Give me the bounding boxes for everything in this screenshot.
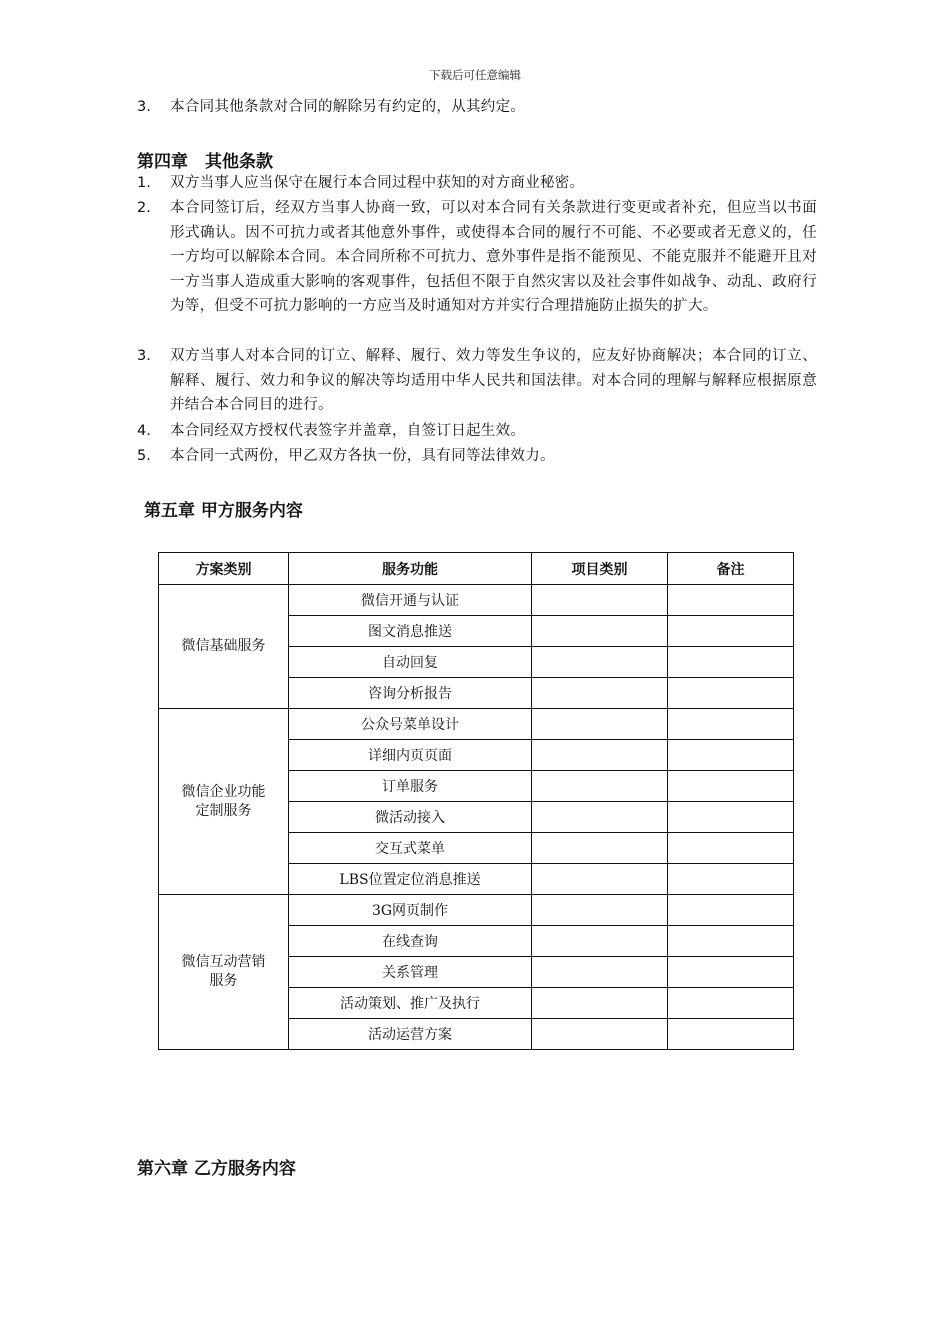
table-header-row bbox=[159, 553, 794, 585]
function-cell: 公众号菜单设计 bbox=[289, 709, 532, 740]
function-cell: 活动运营方案 bbox=[289, 1019, 532, 1050]
empty-cell bbox=[532, 833, 668, 864]
header-note: 下载后可任意编辑 bbox=[429, 68, 521, 82]
empty-cell bbox=[532, 802, 668, 833]
empty-cell bbox=[668, 988, 794, 1019]
function-cell: 订单服务 bbox=[289, 771, 532, 802]
item-number: 2. bbox=[137, 200, 151, 216]
chapter-4-title: 第四章 其他条款 bbox=[137, 152, 273, 172]
list-item bbox=[137, 444, 817, 469]
list-item bbox=[137, 196, 817, 319]
empty-cell bbox=[668, 585, 794, 616]
list-item bbox=[137, 344, 817, 418]
empty-cell bbox=[668, 709, 794, 740]
empty-cell bbox=[532, 864, 668, 895]
function-cell: LBS位置定位消息推送 bbox=[289, 864, 532, 895]
table-row bbox=[159, 709, 794, 740]
category-cell bbox=[159, 709, 289, 895]
function-cell: 自动回复 bbox=[289, 647, 532, 678]
category-line: 微信互动营销 bbox=[181, 954, 266, 970]
empty-cell bbox=[668, 802, 794, 833]
function-cell: 关系管理 bbox=[289, 957, 532, 988]
item-number: 3. bbox=[137, 348, 151, 364]
category-line: 微信企业功能 bbox=[181, 783, 266, 800]
function-cell: 交互式菜单 bbox=[289, 833, 532, 864]
empty-cell bbox=[532, 616, 668, 647]
category-cell bbox=[159, 585, 289, 709]
empty-cell bbox=[668, 678, 794, 709]
empty-cell bbox=[532, 585, 668, 616]
item-text: 本合同经双方授权代表签字并盖章，自签订日起生效。 bbox=[170, 423, 526, 439]
empty-cell bbox=[668, 957, 794, 988]
column-header: 方案类别 bbox=[159, 553, 289, 585]
item-number: 3. bbox=[137, 99, 151, 115]
empty-cell bbox=[532, 678, 668, 709]
item-text: 双方当事人应当保守在履行本合同过程中获知的对方商业秘密。 bbox=[170, 175, 585, 191]
function-cell: 3G网页制作 bbox=[289, 895, 532, 926]
empty-cell bbox=[668, 833, 794, 864]
empty-cell bbox=[532, 895, 668, 926]
empty-cell bbox=[532, 988, 668, 1019]
function-cell: 详细内页页面 bbox=[289, 740, 532, 771]
chapter-6-title: 第六章 乙方服务内容 bbox=[137, 1159, 296, 1179]
chapter-5-title: 第五章 甲方服务内容 bbox=[144, 501, 303, 521]
empty-cell bbox=[668, 771, 794, 802]
category-cell bbox=[159, 895, 289, 1050]
list-item bbox=[137, 95, 817, 120]
column-header: 项目类别 bbox=[532, 553, 668, 585]
function-cell: 在线查询 bbox=[289, 926, 532, 957]
category-line: 微信基础服务 bbox=[181, 638, 266, 654]
empty-cell bbox=[532, 1019, 668, 1050]
function-cell: 活动策划、推广及执行 bbox=[289, 988, 532, 1019]
empty-cell bbox=[532, 647, 668, 678]
table-row bbox=[159, 585, 794, 616]
item-text: 本合同一式两份，甲乙双方各执一份，具有同等法律效力。 bbox=[170, 448, 555, 464]
item-number: 1. bbox=[137, 175, 151, 191]
item-text: 本合同签订后，经双方当事人协商一致，可以对本合同有关条款进行变更或者补充，但应当以书面形式确认。因不可抗力或者其他意外事件，或使得本合同的履行不可能、不必要或者无意义的，任一方均可以解除本合同。本合同所称不可抗力、意外事件是指不能预见、不能克服并不能避开且对一方当事人造成重大影响的客观事件，包括但不限于自然灾害以及社会事件如战争、动乱、政府行为等，但受不可抗力影响的一方应当及时通知对方并实行合理措施防止损失的扩大。 bbox=[170, 200, 817, 315]
empty-cell bbox=[532, 957, 668, 988]
function-cell: 微信开通与认证 bbox=[289, 585, 532, 616]
function-cell: 微活动接入 bbox=[289, 802, 532, 833]
item-text: 双方当事人对本合同的订立、解释、履行、效力等发生争议的，应友好协商解决；本合同的订立、解释、履行、效力和争议的解决等均适用中华人民共和国法律。对本合同的理解与解释应根据原意并结合本合同目的进行。 bbox=[170, 348, 817, 414]
empty-cell bbox=[532, 709, 668, 740]
empty-cell bbox=[668, 647, 794, 678]
table-row bbox=[159, 895, 794, 926]
empty-cell bbox=[668, 864, 794, 895]
category-line: 服务 bbox=[209, 973, 238, 989]
function-cell: 咨询分析报告 bbox=[289, 678, 532, 709]
empty-cell bbox=[668, 1019, 794, 1050]
empty-cell bbox=[668, 926, 794, 957]
category-line: 定制服务 bbox=[195, 802, 252, 819]
item-number: 5. bbox=[137, 448, 151, 464]
empty-cell bbox=[668, 895, 794, 926]
list-item bbox=[137, 171, 817, 196]
empty-cell bbox=[532, 771, 668, 802]
item-text: 本合同其他条款对合同的解除另有约定的，从其约定。 bbox=[170, 99, 526, 115]
empty-cell bbox=[532, 740, 668, 771]
service-table bbox=[158, 552, 794, 1050]
function-cell: 图文消息推送 bbox=[289, 616, 532, 647]
empty-cell bbox=[532, 926, 668, 957]
empty-cell bbox=[668, 740, 794, 771]
item-number: 4. bbox=[137, 423, 151, 439]
list-item bbox=[137, 419, 817, 444]
empty-cell bbox=[668, 616, 794, 647]
column-header: 备注 bbox=[668, 553, 794, 585]
column-header: 服务功能 bbox=[289, 553, 532, 585]
